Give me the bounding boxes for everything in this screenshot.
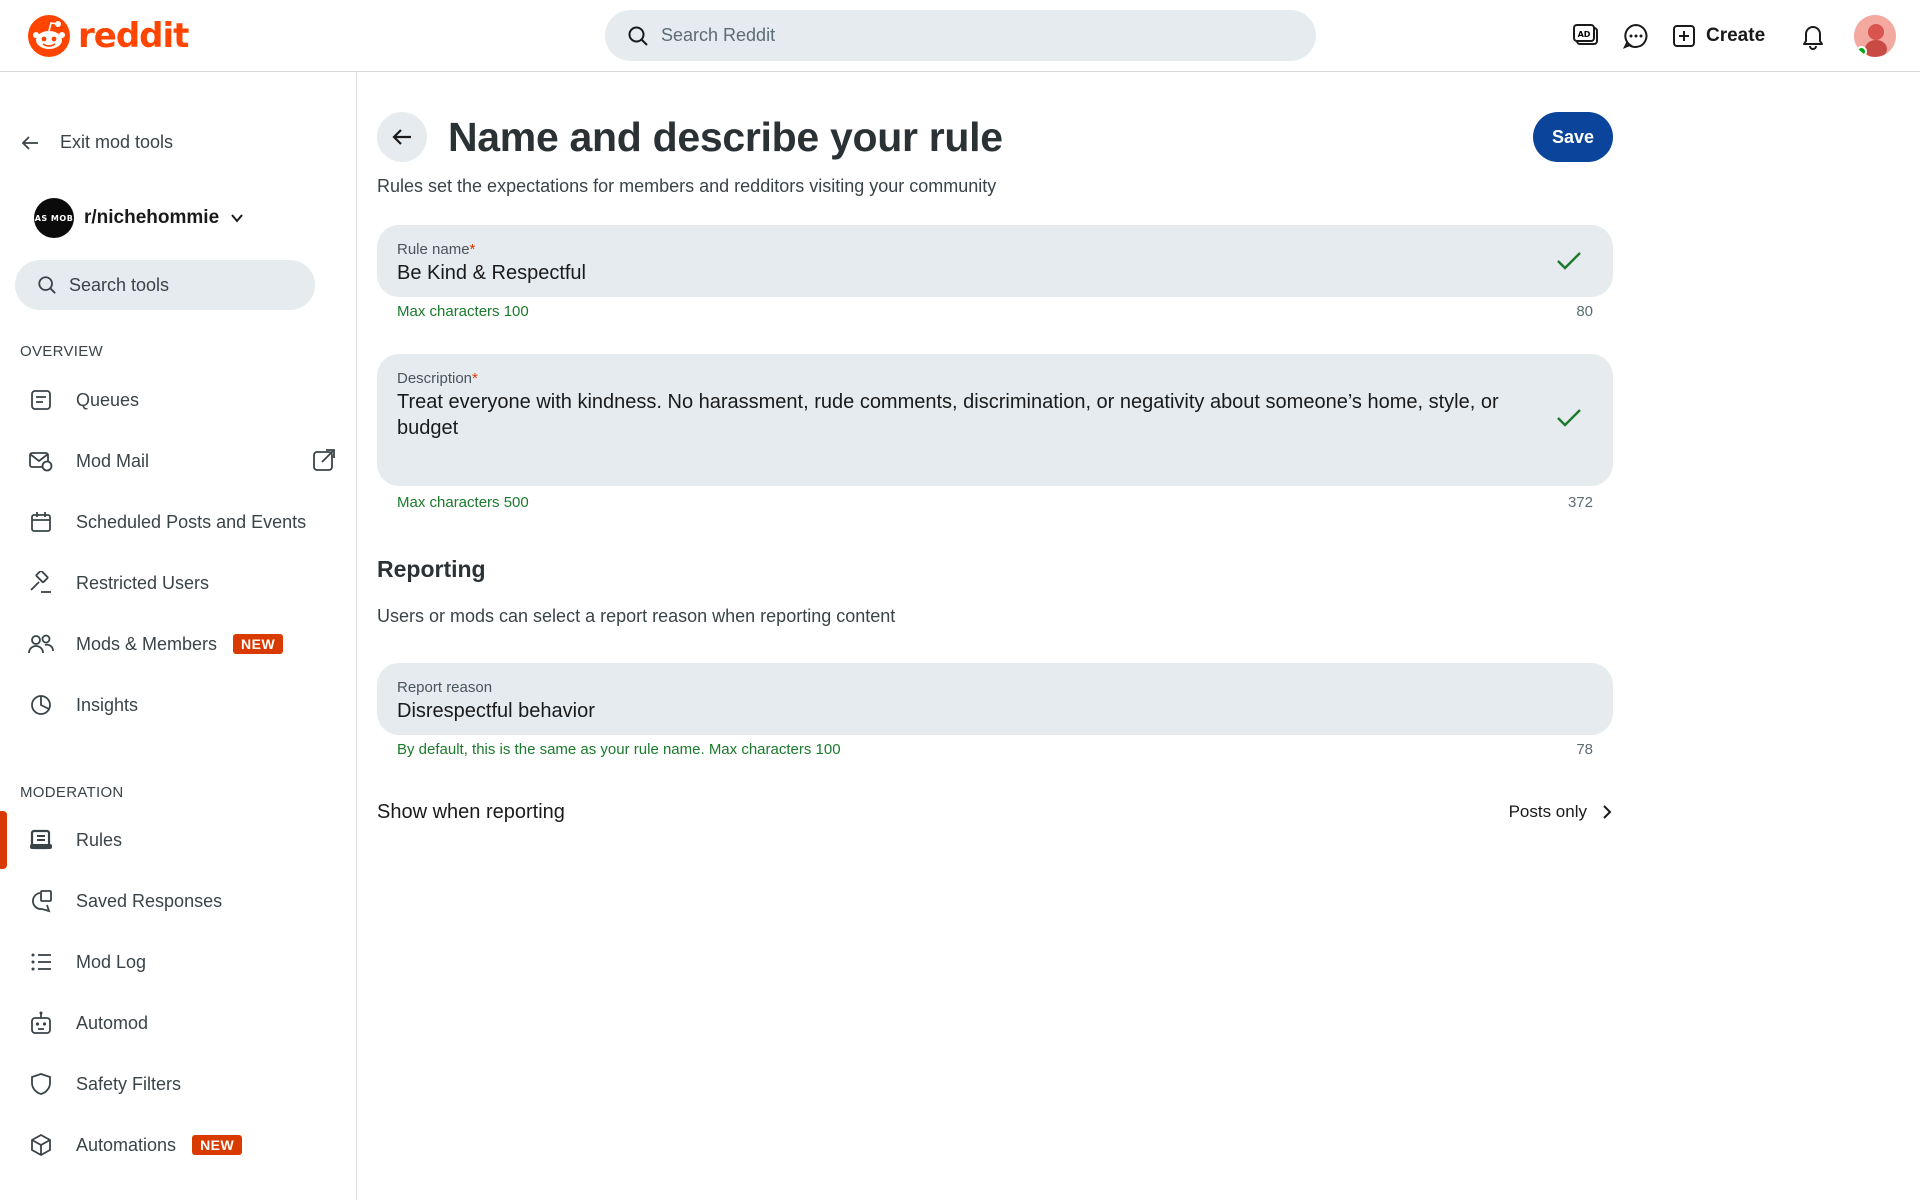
pie-chart-icon [28, 692, 54, 718]
page-subtitle: Rules set the expectations for members and redditors visiting your community [377, 176, 997, 196]
reddit-snoo-icon [28, 15, 70, 57]
reddit-logo[interactable] [28, 14, 188, 58]
chat-icon[interactable] [1620, 20, 1652, 52]
new-badge: NEW [233, 634, 283, 654]
notification-bell-icon[interactable] [1797, 20, 1829, 52]
sidebar-item-label: Automations [76, 1134, 177, 1155]
search-icon [37, 275, 57, 295]
sidebar-item-restricted-users[interactable] [0, 554, 356, 612]
rule-name-value[interactable]: Be Kind & Respectful [397, 262, 586, 284]
plus-square-icon [1672, 24, 1696, 48]
external-link-icon[interactable] [312, 448, 336, 477]
sidebar-item-label: Automod [76, 1012, 149, 1033]
sidebar-item-safety-filters[interactable] [0, 1055, 356, 1113]
users-icon [28, 631, 54, 657]
exit-mod-tools-link[interactable] [20, 132, 173, 153]
queue-icon [28, 387, 54, 413]
report-reason-label: Report reason [397, 679, 493, 696]
description-hint: Max characters 500 [397, 494, 529, 511]
rule-name-char-count: 80 [1576, 303, 1593, 320]
report-reason-hint: By default, this is the same as your rule name. Max characters 100 [397, 741, 841, 758]
sidebar-item-mods-members[interactable] [0, 615, 356, 673]
gavel-icon [28, 570, 54, 596]
svg-text:AD: AD [1577, 30, 1591, 39]
sidebar-item-saved-responses[interactable] [0, 872, 356, 930]
sidebar-item-label: Mod Mail [76, 450, 150, 471]
report-reason-value[interactable]: Disrespectful behavior [397, 700, 595, 722]
description-char-count: 372 [1567, 494, 1593, 511]
report-reason-field[interactable] [377, 663, 1613, 735]
mod-sidebar [0, 72, 357, 1200]
sidebar-item-mod-mail[interactable] [0, 432, 356, 490]
active-indicator [0, 811, 7, 869]
show-when-value: Posts only [1508, 802, 1587, 821]
mail-icon [28, 448, 54, 474]
sidebar-item-rules[interactable] [0, 811, 356, 869]
list-icon [28, 949, 54, 975]
reporting-heading: Reporting [377, 556, 486, 582]
show-when-reporting-row[interactable] [377, 792, 1613, 832]
sidebar-item-label: Safety Filters [76, 1073, 182, 1094]
robot-icon [28, 1010, 54, 1036]
reporting-description: Users or mods can select a report reason when reporting content [377, 606, 896, 626]
sidebar-item-automations[interactable] [0, 1116, 356, 1174]
sidebar-item-insights[interactable] [0, 676, 356, 734]
cube-icon [28, 1132, 54, 1158]
new-badge: NEW [192, 1135, 242, 1155]
report-reason-char-count: 78 [1576, 741, 1593, 758]
rules-icon [28, 827, 54, 853]
sidebar-item-label: Scheduled Posts and Events [76, 511, 307, 532]
community-name: r/nichehommie [84, 207, 220, 228]
tools-search[interactable] [15, 260, 315, 310]
community-switcher[interactable] [34, 198, 245, 238]
online-status-dot [1856, 46, 1867, 57]
create-label: Create [1706, 25, 1766, 46]
search-icon [627, 25, 649, 47]
sidebar-item-label: Queues [76, 389, 140, 410]
sidebar-item-label: Mods & Members [76, 633, 218, 654]
required-mark: * [472, 370, 478, 387]
rule-name-hint: Max characters 100 [397, 303, 529, 320]
rule-name-field[interactable] [377, 225, 1613, 297]
sidebar-item-label: Mod Log [76, 951, 147, 972]
sidebar-item-automod[interactable] [0, 994, 356, 1052]
show-when-label: Show when reporting [377, 800, 565, 823]
description-value[interactable]: Treat everyone with kindness. No harassment, rude comments, discrimination, or negativity about someone’s home, style, or budget [397, 391, 1499, 439]
description-label: Description* [397, 370, 478, 387]
ads-icon[interactable] [1570, 20, 1602, 52]
sidebar-item-queues[interactable] [0, 371, 356, 429]
user-avatar[interactable] [1854, 15, 1896, 57]
rule-editor [358, 72, 1920, 1200]
tools-search-input[interactable] [69, 275, 299, 296]
description-field[interactable] [377, 354, 1613, 486]
check-icon [1555, 249, 1583, 273]
overview-heading: OVERVIEW [20, 343, 103, 360]
sidebar-item-label: Restricted Users [76, 572, 210, 593]
reddit-search[interactable] [605, 10, 1316, 61]
show-when-selector[interactable] [1509, 802, 1613, 822]
top-header [0, 0, 1920, 72]
sidebar-item-scheduled-posts[interactable] [0, 493, 356, 551]
logo-text: reddit [78, 16, 189, 56]
check-icon [1555, 406, 1583, 430]
arrow-left-icon [390, 125, 414, 149]
shield-icon [28, 1071, 54, 1097]
search-input[interactable] [661, 25, 1261, 46]
chevron-right-icon [1601, 803, 1613, 821]
required-mark: * [469, 241, 476, 258]
sidebar-item-label: Saved Responses [76, 890, 223, 911]
moderation-heading: MODERATION [20, 784, 124, 801]
arrow-left-icon [20, 133, 40, 153]
saved-response-icon [28, 888, 54, 914]
page-title: Name and describe your rule [448, 114, 1003, 160]
save-button[interactable]: Save [1533, 112, 1613, 162]
chevron-down-icon [229, 210, 245, 226]
sidebar-item-mod-log[interactable] [0, 933, 356, 991]
sidebar-item-label: Insights [76, 694, 139, 715]
community-avatar: AS MOB [34, 198, 74, 238]
back-button[interactable] [377, 112, 427, 162]
rule-name-label: Rule name* [397, 241, 476, 258]
create-button[interactable] [1672, 17, 1765, 55]
calendar-icon [28, 509, 54, 535]
exit-mod-label: Exit mod tools [60, 132, 174, 152]
sidebar-item-label: Rules [76, 829, 123, 850]
